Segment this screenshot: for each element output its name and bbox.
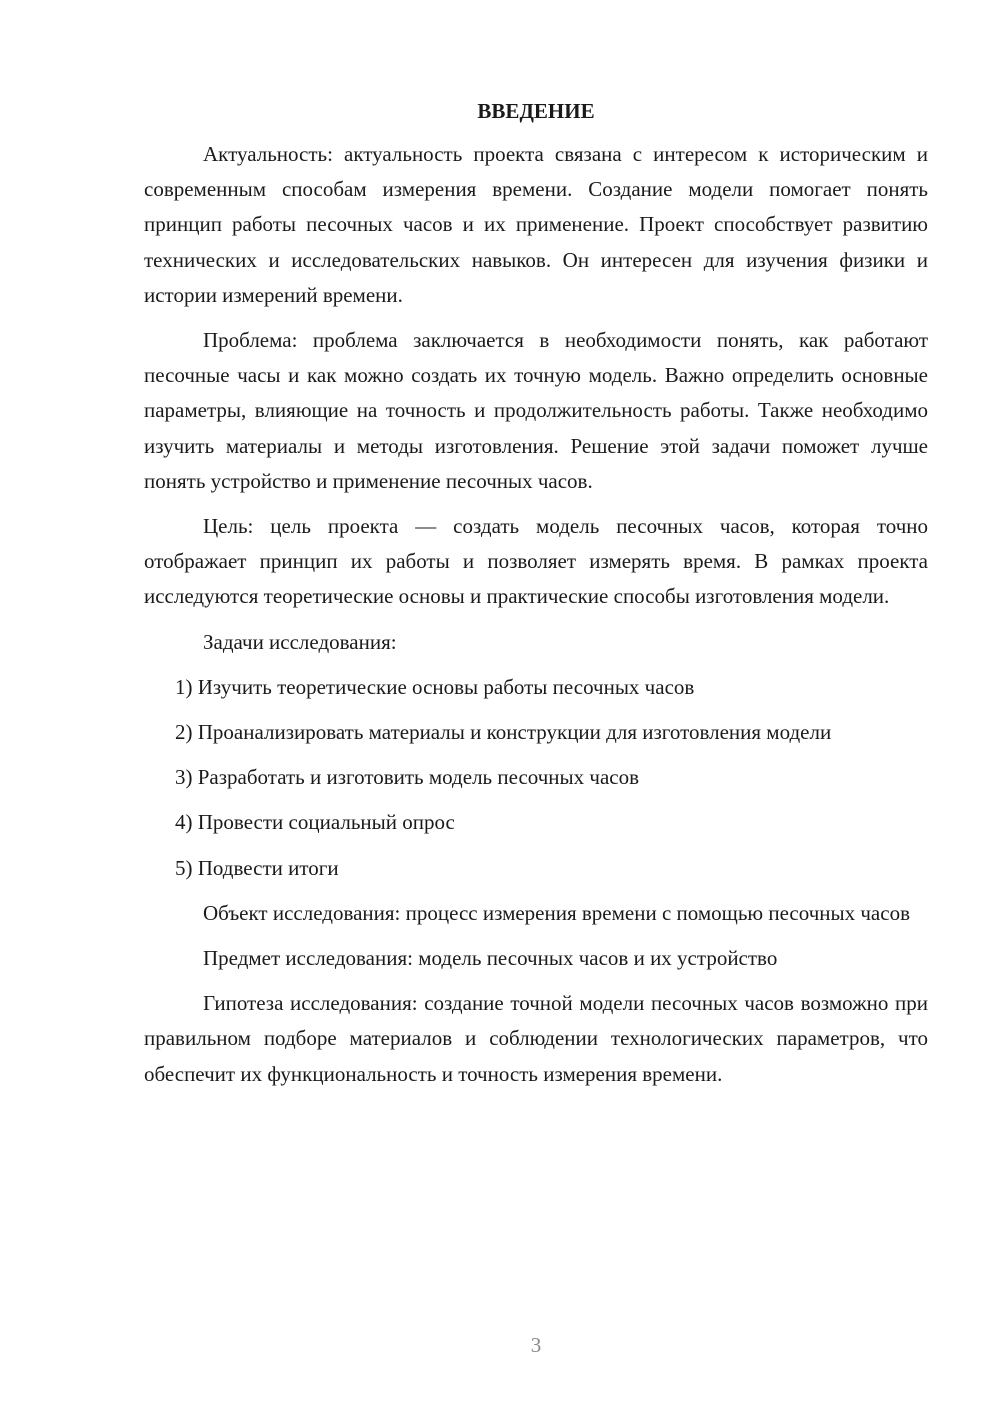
- hypothesis-paragraph: Гипотеза исследования: создание точной модели песочных часов возможно при правильном подборе материалов и соблюдении технологических параметров, что обеспечит их функциональность и точность измерения времени.: [144, 991, 928, 1086]
- page-title: ВВЕДЕНИЕ: [477, 99, 595, 123]
- document-page: [144, 96, 928, 1102]
- object-paragraph: Объект исследования: процесс измерения времени с помощью песочных часов: [203, 900, 910, 925]
- tasks-heading: Задачи исследования:: [203, 629, 397, 654]
- task-item: 1) Изучить теоретические основы работы песочных часов: [175, 674, 695, 699]
- page-number: 3: [530, 1333, 542, 1357]
- task-item: 4) Провести социальный опрос: [175, 810, 455, 835]
- subject-paragraph: Предмет исследования: модель песочных часов и их устройство: [203, 946, 778, 971]
- problem-paragraph: Проблема: проблема заключается в необходимости понять, как работают песочные часы и как можно создать их точную модель. Важно определить основные параметры, влияющие на точность и продолжительность работы. Также необходимо изучить материалы и методы изготовления. Решение этой задачи поможет лучше понять устройство и применение песочных часов.: [144, 328, 928, 493]
- task-item: 2) Проанализировать материалы и конструкции для изготовления модели: [175, 720, 832, 745]
- goal-paragraph: Цель: цель проекта — создать модель песочных часов, которая точно отображает принцип их работы и позволяет измерять время. В рамках проекта исследуются теоретические основы и практические способы изготовления модели.: [144, 514, 928, 609]
- task-item: 3) Разработать и изготовить модель песочных часов: [175, 765, 640, 790]
- task-item: 5) Подвести итоги: [175, 855, 339, 880]
- relevance-paragraph: Актуальность: актуальность проекта связана с интересом к историческим и современным способам измерения времени. Создание модели помогает понять принцип работы песочных часов и их применение. Проект способствует развитию технических и исследовательских навыков. Он интересен для изучения физики и истории измерений времени.: [144, 142, 928, 307]
